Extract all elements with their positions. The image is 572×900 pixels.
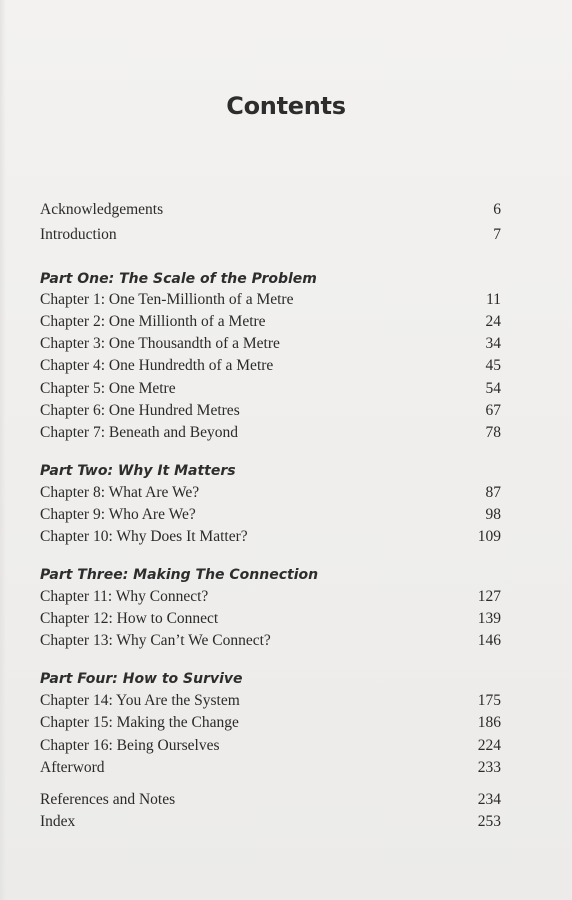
toc-entry-chapter-15: [40, 712, 501, 734]
toc-entry-label: Introduction: [40, 226, 117, 243]
toc-entry-page: 127: [477, 588, 501, 605]
toc-entry-chapter-3: [40, 333, 501, 355]
toc-entry-chapter-7: [40, 422, 501, 444]
toc-entry-label: Chapter 8: What Are We?: [40, 484, 200, 501]
toc-entry-index: [40, 811, 501, 833]
toc-entry-label: Chapter 1: One Ten-Millionth of a Metre: [40, 291, 294, 308]
toc-entry-chapter-4: [40, 355, 501, 377]
toc-entry-page: 233: [477, 759, 501, 776]
toc-entry-page: 7: [493, 226, 501, 243]
toc-entry-chapter-1: [40, 289, 501, 311]
toc-entry-page: 54: [485, 380, 501, 397]
toc-entry-afterword: [40, 757, 501, 779]
toc-entry-chapter-10: [40, 526, 501, 548]
toc-entry-label: Chapter 11: Why Connect?: [40, 588, 209, 605]
toc-entry-page: 67: [485, 402, 501, 419]
part-heading-one: Part One: The Scale of the Problem: [40, 271, 317, 287]
toc-entry-page: 146: [477, 632, 501, 649]
toc-entry-page: 186: [477, 714, 501, 731]
toc-entry-label: Chapter 9: Who Are We?: [40, 506, 196, 523]
toc-entry-chapter-8: [40, 482, 501, 504]
toc-entry-page: 234: [477, 791, 501, 808]
toc-entry-chapter-14: [40, 690, 501, 712]
toc-entry-label: Index: [40, 813, 76, 830]
toc-entry-label: Acknowledgements: [40, 201, 164, 218]
toc-entry-page: 139: [477, 610, 501, 627]
toc-entry-page: 11: [486, 291, 501, 308]
part-heading-two: Part Two: Why It Matters: [40, 463, 236, 479]
toc-entry-introduction: [40, 224, 501, 246]
toc-entry-label: Chapter 4: One Hundredth of a Metre: [40, 357, 274, 374]
toc-entry-label: Chapter 14: You Are the System: [40, 692, 240, 709]
toc-entry-page: 253: [477, 813, 501, 830]
toc-entry-page: 224: [477, 737, 501, 754]
toc-entry-label: Chapter 2: One Millionth of a Metre: [40, 313, 266, 330]
toc-entry-page: 24: [485, 313, 501, 330]
toc-entry-page: 34: [485, 335, 501, 352]
toc-entry-label: Afterword: [40, 759, 105, 776]
toc-entry-page: 98: [485, 506, 501, 523]
toc-entry-label: Chapter 7: Beneath and Beyond: [40, 424, 239, 441]
toc-entry-page: 109: [477, 528, 501, 545]
toc-entry-label: Chapter 15: Making the Change: [40, 714, 239, 731]
toc-entry-page: 87: [485, 484, 501, 501]
toc-entry-label: Chapter 12: How to Connect: [40, 610, 219, 627]
toc-entry-page: 175: [477, 692, 501, 709]
toc-entry-label: Chapter 16: Being Ourselves: [40, 737, 220, 754]
toc-entry-label: Chapter 6: One Hundred Metres: [40, 402, 240, 419]
toc-entry-page: 78: [485, 424, 501, 441]
toc-entry-label: Chapter 13: Why Can’t We Connect?: [40, 632, 271, 649]
toc-entry-label: Chapter 10: Why Does It Matter?: [40, 528, 248, 545]
toc-entry-references-and-notes: [40, 789, 501, 811]
page-title: Contents: [226, 92, 346, 120]
part-heading-three: Part Three: Making The Connection: [40, 567, 319, 583]
toc-entry-label: Chapter 5: One Metre: [40, 380, 176, 397]
part-heading-four: Part Four: How to Survive: [40, 671, 243, 687]
toc-entry-label: References and Notes: [40, 791, 176, 808]
toc-entry-acknowledgements: [40, 199, 501, 221]
toc-entry-chapter-2: [40, 311, 501, 333]
toc-entry-page: 45: [485, 357, 501, 374]
toc-entry-chapter-16: [40, 735, 501, 757]
toc-entry-chapter-6: [40, 400, 501, 422]
toc-entry-chapter-9: [40, 504, 501, 526]
toc-entry-page: 6: [493, 201, 501, 218]
toc-entry-chapter-11: [40, 586, 501, 608]
toc-entry-chapter-13: [40, 630, 501, 652]
toc-entry-chapter-5: [40, 378, 501, 400]
toc-entry-label: Chapter 3: One Thousandth of a Metre: [40, 335, 280, 352]
toc-entry-chapter-12: [40, 608, 501, 630]
